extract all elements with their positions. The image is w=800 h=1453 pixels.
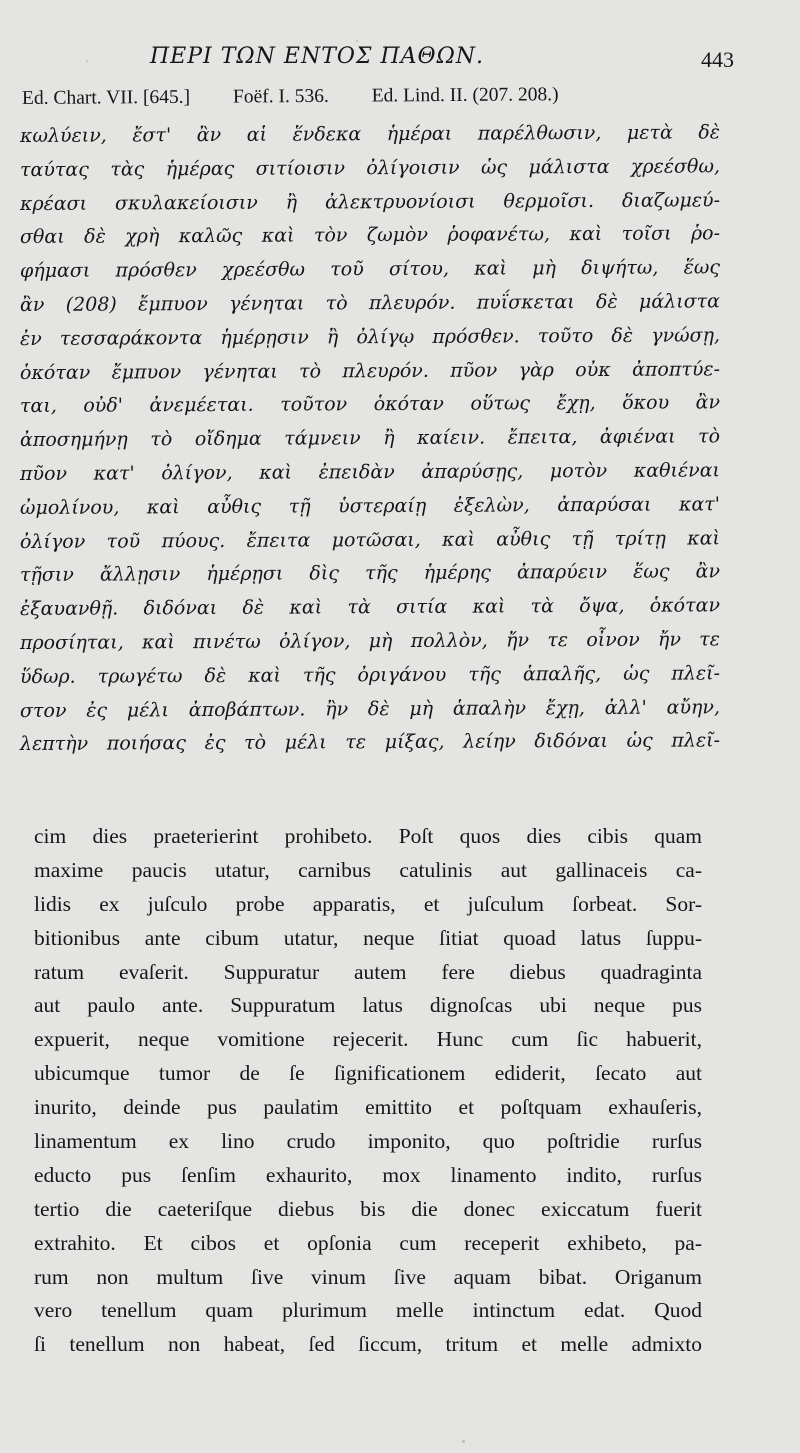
latin-text-line: aut paulo ante. Suppuratum latus dignoſcas ubi neque pus — [34, 993, 702, 1018]
foesius-edition-reference: Foëf. I. 536. — [232, 85, 329, 108]
latin-text-line: educto pus ſenſim exhaurito, mox linamento indito, rurſus — [34, 1162, 702, 1187]
greek-text-line: ὕδωρ. τρωγέτω δὲ καὶ τῆς ὀριγάνου τῆς ἁπαλῆς, ὡς πλεῖ- — [19, 662, 721, 688]
greek-text-line: προσίηται, καὶ πινέτω ὀλίγον, μὴ πολλὸν, ἤν τε οἶνον ἤν τε — [19, 628, 721, 654]
latin-text-line: linamentum ex lino crudo imponito, quo poſtridie rurſus — [34, 1129, 702, 1154]
greek-text-line: ὁκόταν ἔμπυον γένηται τὸ πλευρόν. πῦον γὰρ οὐκ ἀποπτύε- — [19, 357, 721, 384]
latin-text-line: bitionibus ante cibum utatur, neque ſitiat quoad latus ſuppu- — [34, 925, 702, 950]
latin-text-line: maxime paucis utatur, carnibus catulinis aut gallinaceis ca- — [34, 857, 702, 882]
latin-translation-block — [34, 820, 702, 1362]
latin-text-line: lidis ex juſculo probe apparatis, et juſculum ſorbeat. Sor- — [34, 891, 702, 916]
greek-text-line: ἐξαυανθῇ. διδόναι δὲ καὶ τὰ σιτία καὶ τὰ ὄψα, ὁκόταν — [19, 594, 721, 621]
greek-text-line: ἀποσημήνῃ τὸ οἴδημα τάμνειν ἢ καίειν. ἔπειτα, ἀφιέναι τὸ — [19, 425, 721, 452]
greek-text-block — [20, 120, 720, 762]
paper-speck — [462, 1440, 465, 1443]
greek-text-line: ται, οὐδ' ἀνεμέεται. τοῦτον ὁκόταν οὕτως ἔχῃ, ὅκου ἂν — [19, 391, 721, 418]
page-header — [0, 44, 800, 84]
page-number: 443 — [701, 47, 734, 72]
greek-text-line: ἐν τεσσαράκοντα ἡμέρῃσιν ἢ ὀλίγῳ πρόσθεν. τοῦτο δὲ γνώσῃ, — [19, 324, 721, 350]
edition-reference-line — [22, 84, 559, 110]
greek-text-line: ταύτας τὰς ἡμέρας σιτίοισιν ὀλίγοισιν ὡς μάλιστα χρεέσθω, — [19, 155, 721, 181]
greek-text-line: κρέασι σκυλακείοισιν ἢ ἀλεκτρυονίοισι θερμοῖσι. διαζωμεύ- — [19, 188, 721, 215]
greek-text-line: ὠμολίνου, καὶ αὖθις τῇ ὑστεραίῃ ἐξελὼν, ἀπαρύσαι κατ' — [19, 493, 721, 519]
latin-text-line: inurito, deinde pus paulatim emittito et poſtquam exhauſeris, — [34, 1095, 702, 1120]
greek-text-line: λεπτὴν ποιήσας ἐς τὸ μέλι τε μίξας, λείην διδόναι ὡς πλεῖ- — [19, 729, 721, 756]
latin-text-line: extrahito. Et cibos et opſonia cum receperit exhibeto, pa- — [34, 1230, 702, 1255]
latin-text-line: ratum evaſerit. Suppuratur autem fere diebus quadraginta — [34, 959, 702, 984]
greek-text-line: σθαι δὲ χρὴ καλῶς καὶ τὸν ζωμὸν ῥοφανέτω, καὶ τοῖσι ῥο- — [19, 222, 721, 249]
chart-edition-reference: Ed. Chart. VII. [645.] — [21, 86, 191, 109]
greek-text-line: κωλύειν, ἔστ' ἂν αἱ ἕνδεκα ἡμέραι παρέλθωσιν, μετὰ δὲ — [19, 121, 721, 147]
running-title: ΠΕΡΙ ΤΩΝ ΕΝΤΟΣ ΠΑΘΩΝ. — [150, 44, 485, 69]
greek-text-line: φήμασι πρόσθεν χρεέσθω τοῦ σίτου, καὶ μὴ διψήτω, ἕως — [19, 256, 721, 283]
latin-text-line: ſi tenellum non habeat, ſed ſiccum, tritum et melle admixto — [34, 1332, 702, 1357]
greek-text-line: ὀλίγον τοῦ πύους. ἔπειτα μοτῶσαι, καὶ αὖθις τῇ τρίτῃ καὶ — [19, 526, 721, 553]
latin-text-line: expuerit, neque vomitione rejecerit. Hunc cum ſic habuerit, — [34, 1027, 702, 1052]
latin-text-line: ubicumque tumor de ſe ſignificationem ediderit, ſecato aut — [34, 1061, 702, 1086]
greek-text-line: στον ἐς μέλι ἀποβάπτων. ἢν δὲ μὴ ἁπαλὴν ἔχῃ, ἀλλ' αὔην, — [19, 695, 721, 722]
linden-edition-reference: Ed. Lind. II. (207. 208.) — [371, 84, 559, 107]
latin-text-line: tertio die caeteriſque diebus bis die donec exiccatum fuerit — [34, 1196, 702, 1221]
paper-speck — [356, 40, 358, 42]
greek-text-line: τῇσιν ἄλλῃσιν ἡμέρῃσι δὶς τῆς ἡμέρης ἀπαρύειν ἕως ἂν — [19, 560, 721, 587]
latin-text-line: vero tenellum quam plurimum melle intinctum edat. Quod — [34, 1298, 702, 1323]
greek-text-line: ἂν (208) ἔμπυον γένηται τὸ πλευρόν. πυΐσκεται δὲ μάλιστα — [19, 290, 721, 316]
latin-text-line: cim dies praeterierint prohibeto. Poſt quos dies cibis quam — [34, 824, 702, 848]
latin-text-line: rum non multum ſive vinum ſive aquam bibat. Origanum — [34, 1264, 702, 1289]
greek-text-line: πῦον κατ' ὀλίγον, καὶ ἐπειδὰν ἀπαρύσῃς, μοτὸν καθιέναι — [19, 459, 721, 485]
